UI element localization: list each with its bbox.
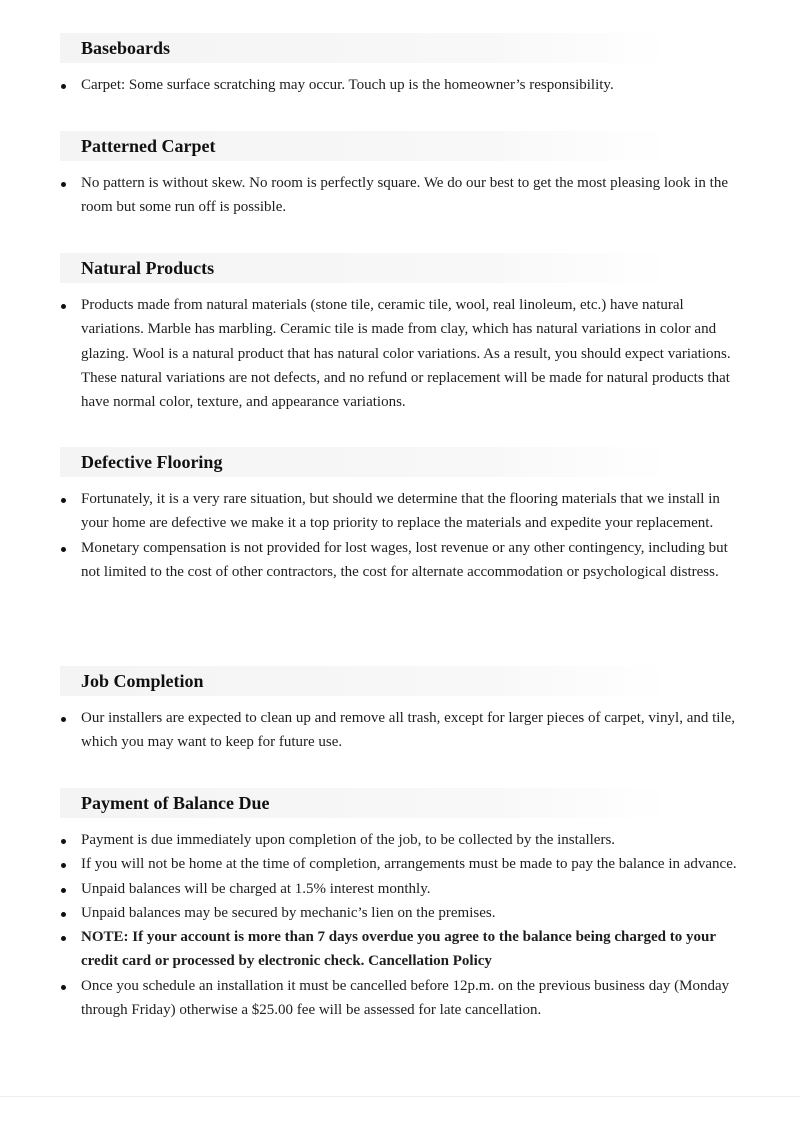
section-heading: Job Completion [60, 666, 669, 696]
list-item: Fortunately, it is a very rare situation, but should we determine that the flooring materials that we install in your home are defective we make it a top priority to replace the materials and expedite your replacement. [60, 487, 750, 536]
section-natural-products [60, 253, 750, 414]
section-heading: Patterned Carpet [60, 131, 669, 161]
section-heading: Natural Products [60, 253, 669, 283]
section-heading: Payment of Balance Due [60, 788, 669, 818]
bullet-list [60, 487, 750, 584]
bullet-list [60, 171, 750, 220]
footer-divider [0, 1096, 800, 1097]
list-item: No pattern is without skew. No room is perfectly square. We do our best to get the most pleasing look in the room but some run off is possible. [60, 171, 750, 220]
list-item: Unpaid balances will be charged at 1.5% interest monthly. [60, 877, 750, 901]
bullet-list [60, 828, 750, 1022]
bullet-list [60, 293, 750, 414]
section-payment-balance-due [60, 788, 750, 1022]
list-item: Our installers are expected to clean up and remove all trash, except for larger pieces of carpet, vinyl, and tile, which you may want to keep for future use. [60, 706, 750, 755]
bullet-list [60, 73, 750, 97]
list-item: Unpaid balances may be secured by mechanic’s lien on the premises. [60, 901, 750, 925]
section-patterned-carpet [60, 131, 750, 220]
bullet-list [60, 706, 750, 755]
list-item-note: NOTE: If your account is more than 7 days overdue you agree to the balance being charged to your credit card or processed by electronic check. Cancellation Policy [60, 925, 750, 974]
section-baseboards [60, 33, 750, 97]
section-job-completion [60, 666, 750, 755]
list-item: If you will not be home at the time of completion, arrangements must be made to pay the balance in advance. [60, 852, 750, 876]
list-item: Monetary compensation is not provided for lost wages, lost revenue or any other contingency, including but not limited to the cost of other contractors, the cost for alternate accommodation or psychological distress. [60, 536, 750, 585]
list-item: Products made from natural materials (stone tile, ceramic tile, wool, real linoleum, etc.) have natural variations. Marble has marbling. Ceramic tile is made from clay, which has natural variations in color and glazing. Wool is a natural product that has natural color variations. As a result, you should expect variations. These natural variations are not defects, and no refund or replacement will be made for natural products that have normal color, texture, and appearance variations. [60, 293, 750, 414]
list-item: Carpet: Some surface scratching may occur. Touch up is the homeowner’s responsibility. [60, 73, 750, 97]
section-defective-flooring [60, 447, 750, 584]
list-item: Once you schedule an installation it must be cancelled before 12p.m. on the previous business day (Monday through Friday) otherwise a $25.00 fee will be assessed for late cancellation. [60, 974, 750, 1023]
section-heading: Baseboards [60, 33, 669, 63]
list-item: Payment is due immediately upon completion of the job, to be collected by the installers. [60, 828, 750, 852]
section-heading: Defective Flooring [60, 447, 669, 477]
